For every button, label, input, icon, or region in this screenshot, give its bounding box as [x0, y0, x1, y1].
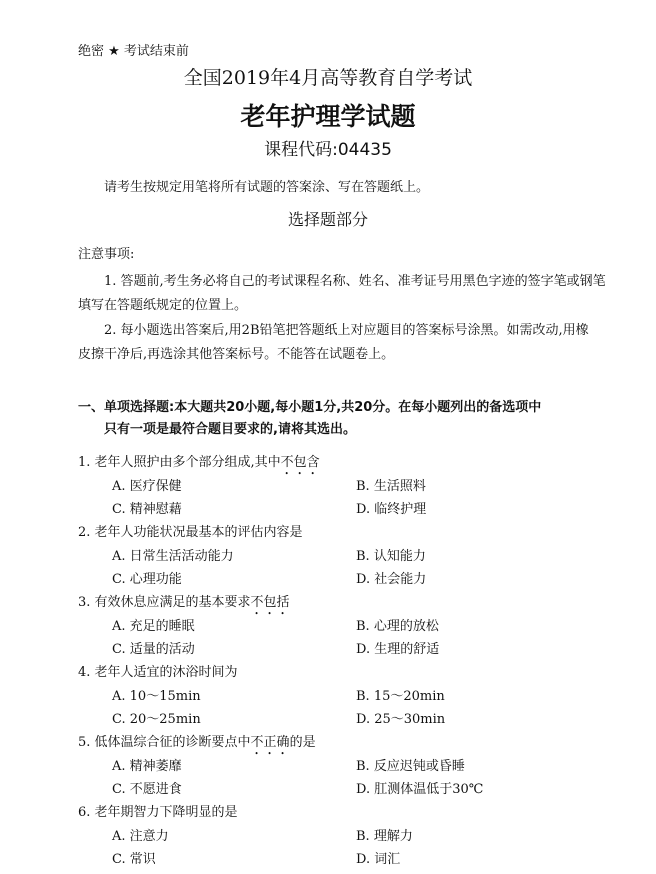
exam-title-line: 全国2019年4月高等教育自学考试 [183, 67, 473, 89]
emphasis-text: 不正确 [250, 735, 290, 750]
question-3 [0, 591, 656, 661]
option-d: D. 临终护理 [356, 502, 427, 517]
emphasis-text: 不包括 [250, 595, 290, 610]
option-c: C. 适量的活动 [112, 642, 195, 657]
option-d: D. 25～30min [356, 712, 446, 727]
note-item-2-line-1: 2. 每小题选出答案后,用2B铅笔把答题纸上对应题目的答案标号涂黑。如需改动,用橡 [104, 323, 589, 338]
question-4 [0, 661, 656, 731]
question-6 [0, 801, 656, 871]
option-c: C. 精神慰藉 [112, 502, 182, 517]
option-b: B. 心理的放松 [356, 619, 439, 634]
option-a: A. 医疗保健 [112, 479, 182, 494]
option-d: D. 生理的舒适 [356, 642, 440, 657]
notes-heading: 注意事项: [78, 247, 135, 262]
note-item-1-line-2: 填写在答题纸规定的位置上。 [78, 298, 248, 313]
option-b: B. 生活照料 [356, 479, 426, 494]
option-c: C. 不愿进食 [112, 782, 182, 797]
question-5 [0, 731, 656, 801]
option-d: D. 社会能力 [356, 572, 427, 587]
option-c: C. 20～25min [112, 712, 201, 727]
question-1 [0, 451, 656, 521]
subject-title: 老年护理学试题 [240, 102, 416, 131]
question-stem: 6. 老年期智力下降明显的是 [78, 805, 238, 820]
course-code: 课程代码:04435 [264, 140, 392, 160]
question-stem: 4. 老年人适宜的沐浴时间为 [78, 665, 238, 680]
note-item-1-line-1: 1. 答题前,考生务必将自己的考试课程名称、姓名、准考证号用黑色字迹的签字笔或钢笔 [104, 274, 606, 289]
section-title: 选择题部分 [287, 210, 368, 229]
option-a: A. 精神萎靡 [112, 759, 182, 774]
part1-heading-line-1: 一、单项选择题:本大题共20小题,每小题1分,共20分。在每小题列出的备选项中 [78, 400, 542, 415]
question-2 [0, 521, 656, 591]
option-b: B. 认知能力 [356, 549, 426, 564]
note-item-2-line-2: 皮擦干净后,再选涂其他答案标号。不能答在试题卷上。 [78, 347, 395, 362]
question-stem: 2. 老年人功能状况最基本的评估内容是 [78, 525, 303, 540]
option-b: B. 反应迟钝或昏睡 [356, 759, 465, 774]
question-stem: 1. 老年人照护由多个部分组成,其中不包含 [78, 455, 320, 470]
option-a: A. 注意力 [112, 829, 169, 844]
question-stem: 5. 低体温综合征的诊断要点中不正确的是 [78, 735, 316, 750]
option-b: B. 15～20min [356, 689, 445, 704]
question-stem: 3. 有效休息应满足的基本要求不包括 [78, 595, 290, 610]
option-c: C. 常识 [112, 852, 156, 867]
answer-instruction: 请考生按规定用笔将所有试题的答案涂、写在答题纸上。 [104, 180, 430, 195]
option-b: B. 理解力 [356, 829, 413, 844]
option-c: C. 心理功能 [112, 572, 182, 587]
option-d: D. 词汇 [356, 852, 401, 867]
option-a: A. 充足的睡眠 [112, 619, 195, 634]
part1-heading-line-2: 只有一项是最符合题目要求的,请将其选出。 [104, 422, 356, 437]
confidential-label: 绝密 ★ 考试结束前 [78, 44, 189, 59]
emphasis-text: 不包含 [280, 455, 320, 470]
option-a: A. 10～15min [112, 689, 201, 704]
option-d: D. 肛测体温低于30℃ [356, 782, 484, 797]
option-a: A. 日常生活活动能力 [112, 549, 234, 564]
